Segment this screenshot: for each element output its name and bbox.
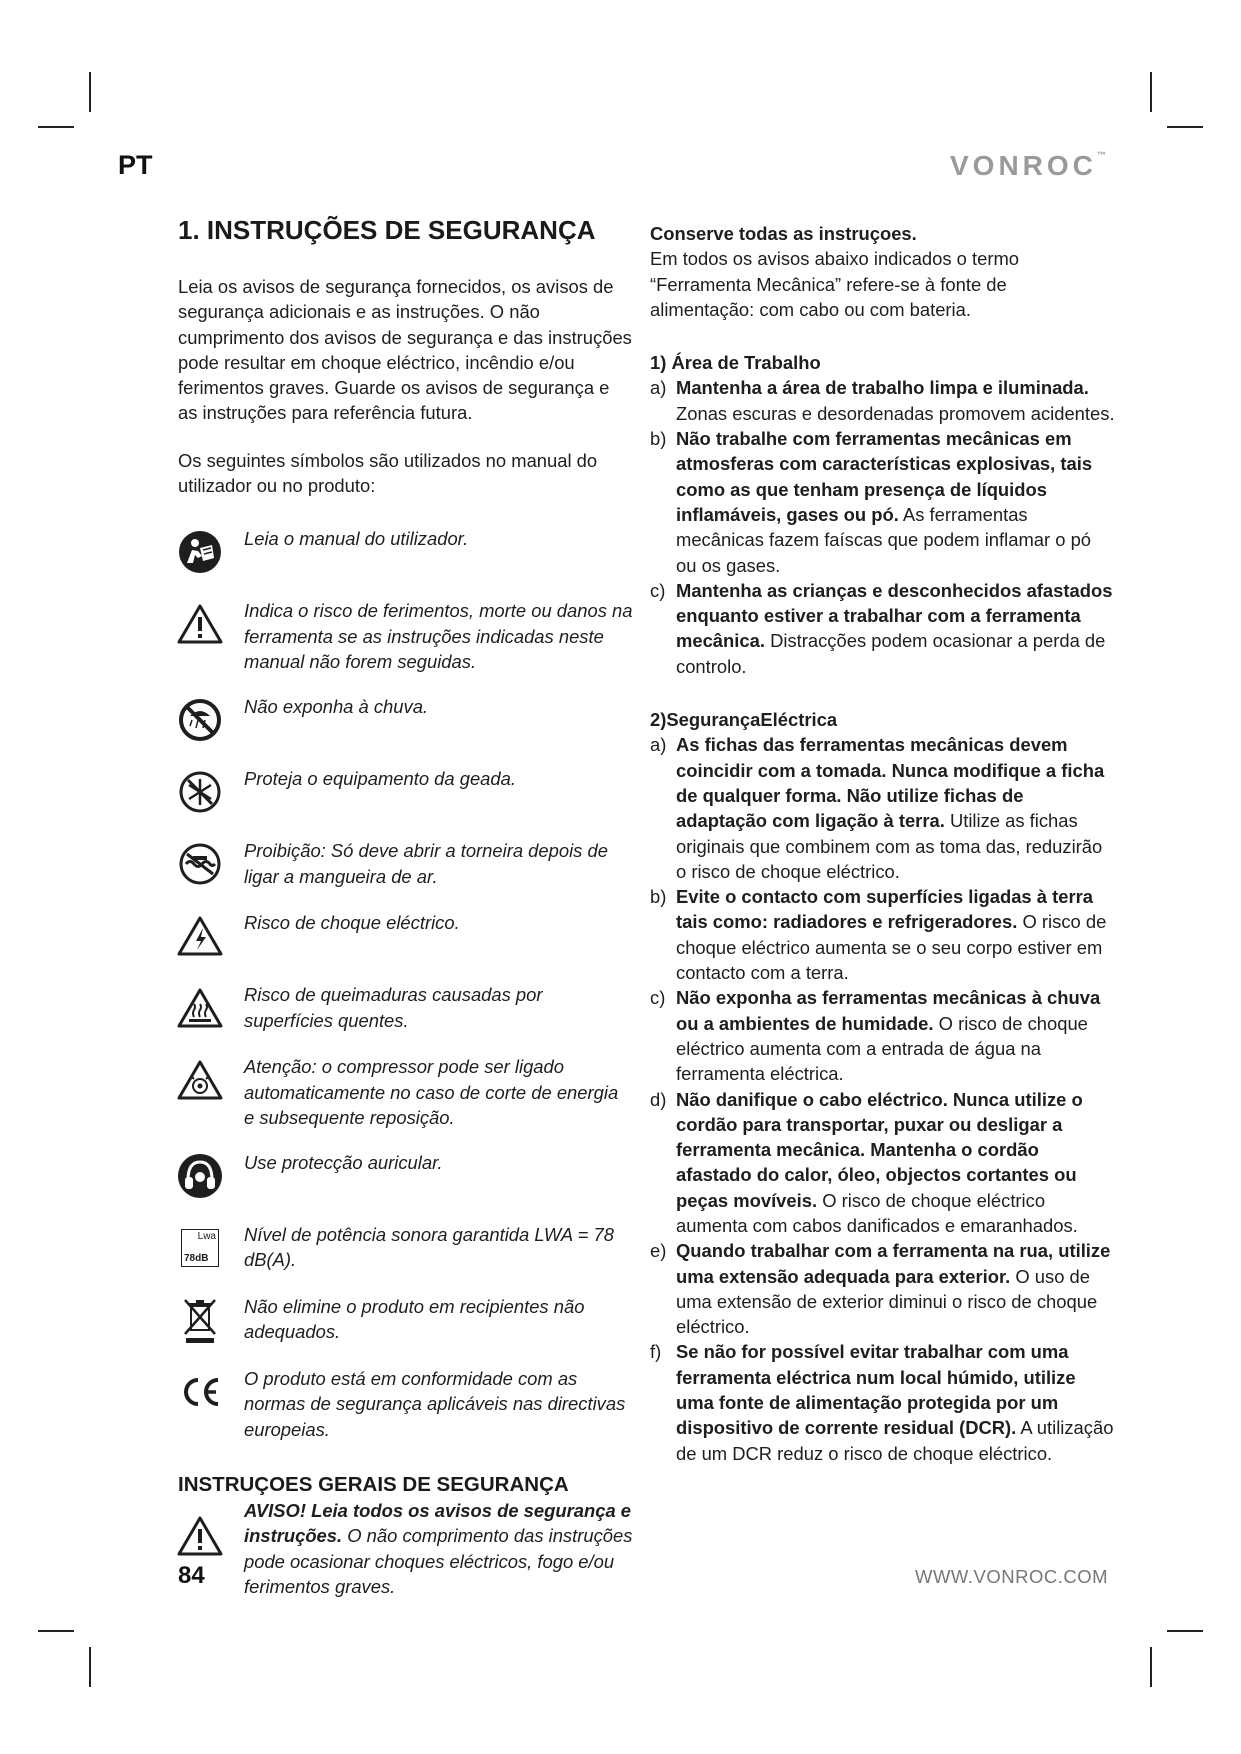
brand-logo: [950, 150, 1106, 182]
item-text: O risco de choque eléctrico aumenta se o seu corpo estiver em contacto com a terra.: [676, 911, 1107, 984]
item-text: O risco de choque eléctrico aumenta com a entrada de água na ferramenta eléctrica.: [676, 1012, 1088, 1085]
crop-mark: [89, 1647, 91, 1687]
list-item: [650, 985, 1115, 1086]
item-label: f): [650, 1341, 662, 1363]
list-item: [650, 426, 1115, 578]
symbol-text: Proteja o equipamento da geada.: [244, 768, 516, 790]
read-manual-icon: [174, 526, 226, 578]
symbol-row: [178, 598, 633, 674]
item-text: A utilização de um DCR reduz o risco de choque eléctrico.: [676, 1417, 1114, 1464]
warning-triangle-icon: [174, 598, 226, 650]
item-label: a): [650, 377, 667, 399]
item-bold: Mantenha as crianças e desconhecidos afastados enquanto estiver a trabalhar com a ferramenta mecânica.: [676, 579, 1113, 652]
sound-unit: dB: [195, 1253, 209, 1265]
general-safety-title: INSTRUÇOES GERAIS DE SEGURANÇA: [178, 1473, 569, 1497]
intro-paragraph: Leia os avisos de segurança fornecidos, os avisos de segurança adicionais e as instruções. O não cumprimento dos avisos de segurança e das instruções pode resultar em choque eléctrico, incêndio e/ou ferimentos graves. Guarde os avisos de segurança e as instruções para referência futura.: [178, 276, 632, 424]
brand-trademark: ™: [1096, 150, 1106, 160]
hot-surface-icon: [174, 982, 226, 1034]
item-bold: As fichas das ferramentas mecânicas devem coincidir com a tomada. Nunca modifique a ficha de qualquer forma. Não utilize fichas de adaptação com ligação à terra.: [676, 734, 1105, 832]
no-open-tap-icon: [174, 838, 226, 890]
symbol-row: [178, 1294, 633, 1346]
general-warning-row: [178, 1498, 633, 1599]
list-item: [650, 375, 1115, 426]
left-column: [178, 214, 633, 1599]
crop-mark: [1150, 72, 1152, 112]
sound-icon-label: Lwa: [197, 1231, 216, 1243]
item-label: c): [650, 987, 666, 1009]
item-label: b): [650, 428, 667, 450]
crop-mark: [38, 1630, 74, 1632]
item-text: O uso de uma extensão de exterior diminui o risco de choque eléctrico.: [676, 1265, 1098, 1338]
list-item: [650, 1087, 1115, 1239]
general-warning-bold: AVISO! Leia todos os avisos de segurança e instruções.: [244, 1500, 632, 1547]
symbol-text: O produto está em conformidade com as normas de segurança aplicáveis nas directivas europeias.: [244, 1368, 626, 1440]
page-title: 1. INSTRUÇÕES DE SEGURANÇA: [178, 215, 596, 245]
item-bold: Quando trabalhar com a ferramenta na rua, utilize uma extensão adequada para exterior.: [676, 1240, 1111, 1287]
crop-mark: [1167, 1630, 1203, 1632]
symbol-text: Leia o manual do utilizador.: [244, 528, 469, 550]
sound-value: 78: [184, 1253, 196, 1265]
language-code: PT: [118, 150, 153, 180]
item-label: e): [650, 1240, 667, 1262]
list-item: [650, 578, 1115, 679]
crop-mark: [38, 126, 74, 128]
weee-bin-icon: [174, 1294, 226, 1346]
item-bold: Se não for possível evitar trabalhar com uma ferramenta eléctrica num local húmido, utilize uma fonte de alimentação protegida por um dispositivo de corrente residual (DCR).: [676, 1341, 1076, 1439]
ce-mark-icon: [174, 1366, 226, 1418]
item-label: d): [650, 1088, 667, 1110]
sound-icon-value: [184, 1253, 216, 1265]
symbol-text: Atenção: o compressor pode ser ligado automaticamente no caso de corte de energia e subsequente reposição.: [244, 1056, 619, 1128]
warning-triangle-icon: [174, 1510, 226, 1562]
item-bold: Mantenha a área de trabalho limpa e iluminada.: [676, 377, 1089, 399]
item-label: c): [650, 579, 666, 601]
auto-start-icon: [174, 1054, 226, 1106]
item-bold: Não danifique o cabo eléctrico. Nunca utilize o cordão para transportar, puxar ou desligar a ferramenta mecânica. Mantenha o cordão afastado do calor, óleo, objectos cortantes ou peças movíveis.: [676, 1088, 1083, 1211]
no-rain-icon: [174, 694, 226, 746]
sound-power-icon: [174, 1222, 226, 1274]
item-text: Distracções podem ocasionar a perda de controlo.: [676, 630, 1106, 677]
symbol-text: Risco de choque eléctrico.: [244, 912, 460, 934]
symbol-text: Use protecção auricular.: [244, 1152, 443, 1174]
right-column: [650, 221, 1115, 1466]
item-label: b): [650, 886, 667, 908]
keep-instructions-text: Em todos os avisos abaixo indicados o termo “Ferramenta Mecânica” refere-se à fonte de alimentação: com cabo ou com bateria.: [650, 248, 1020, 320]
symbol-text: Proibição: Só deve abrir a torneira depois de ligar a mangueira de ar.: [244, 840, 608, 887]
symbol-row: [178, 526, 633, 578]
symbol-text: Indica o risco de ferimentos, morte ou danos na ferramenta se as instruções indicadas neste manual não forem seguidas.: [244, 600, 633, 672]
symbol-row: [178, 766, 633, 818]
item-text: As ferramentas mecânicas fazem faíscas que podem inflamar o pó ou os gases.: [676, 503, 1092, 576]
ear-protection-icon: [174, 1150, 226, 1202]
item-bold: Não trabalhe com ferramentas mecânicas em atmosferas com características explosivas, tais como as que tenham presença de líquidos inflamáveis, gases ou pó.: [676, 428, 1093, 525]
symbol-row: [178, 838, 633, 890]
list-item: [650, 884, 1115, 985]
electric-shock-icon: [174, 910, 226, 962]
item-label: a): [650, 734, 667, 756]
brand-name: VONROC: [950, 150, 1097, 181]
general-warning-text: [244, 1498, 633, 1599]
crop-mark: [89, 72, 91, 112]
keep-instructions-title: Conserve todas as instruçoes.: [650, 223, 917, 244]
symbol-text: Não elimine o produto em recipientes não adequados.: [244, 1296, 585, 1343]
symbol-row: [178, 1366, 633, 1442]
page-number: 84: [178, 1562, 205, 1589]
crop-mark: [1167, 126, 1203, 128]
website-url: WWW.VONROC.COM: [915, 1566, 1109, 1587]
symbol-row: [178, 982, 633, 1034]
section-title: 1) Área de Trabalho: [650, 352, 821, 374]
frost-protection-icon: [174, 766, 226, 818]
symbol-text: Nível de potência sonora garantida LWA = 78 dB(A).: [244, 1224, 614, 1271]
symbols-intro: Os seguintes símbolos são utilizados no manual do utilizador ou no produto:: [178, 449, 598, 497]
list-item: [650, 1238, 1115, 1339]
symbol-row: [178, 1222, 633, 1274]
list-item: [650, 732, 1115, 884]
list-item: [650, 1339, 1115, 1465]
symbol-text: Não exponha à chuva.: [244, 696, 429, 718]
symbol-row: [178, 910, 633, 962]
general-warning-body: O não comprimento das instruções pode ocasionar choques eléctricos, fogo e/ou ferimentos graves.: [244, 1525, 633, 1597]
item-text: Utilize as fichas originais que combinem com as toma das, reduzirão o risco de choque eléctrico.: [676, 810, 1103, 882]
item-text: O risco de choque eléctrico aumenta com cabos danificados e emaranhados.: [676, 1189, 1078, 1236]
crop-mark: [1150, 1647, 1152, 1687]
section-title: 2)SegurançaEléctrica: [650, 709, 838, 731]
symbol-row: [178, 1150, 633, 1202]
item-bold: Não exponha as ferramentas mecânicas à chuva ou a ambientes de humidade.: [676, 987, 1101, 1034]
item-bold: Evite o contacto com superfícies ligadas à terra tais como: radiadores e refrigeradores.: [676, 886, 1094, 933]
symbol-text: Risco de queimaduras causadas por superfícies quentes.: [244, 984, 543, 1031]
symbol-row: [178, 694, 633, 746]
item-text: Zonas escuras e desordenadas promovem acidentes.: [676, 402, 1115, 424]
symbol-row: [178, 1054, 633, 1130]
